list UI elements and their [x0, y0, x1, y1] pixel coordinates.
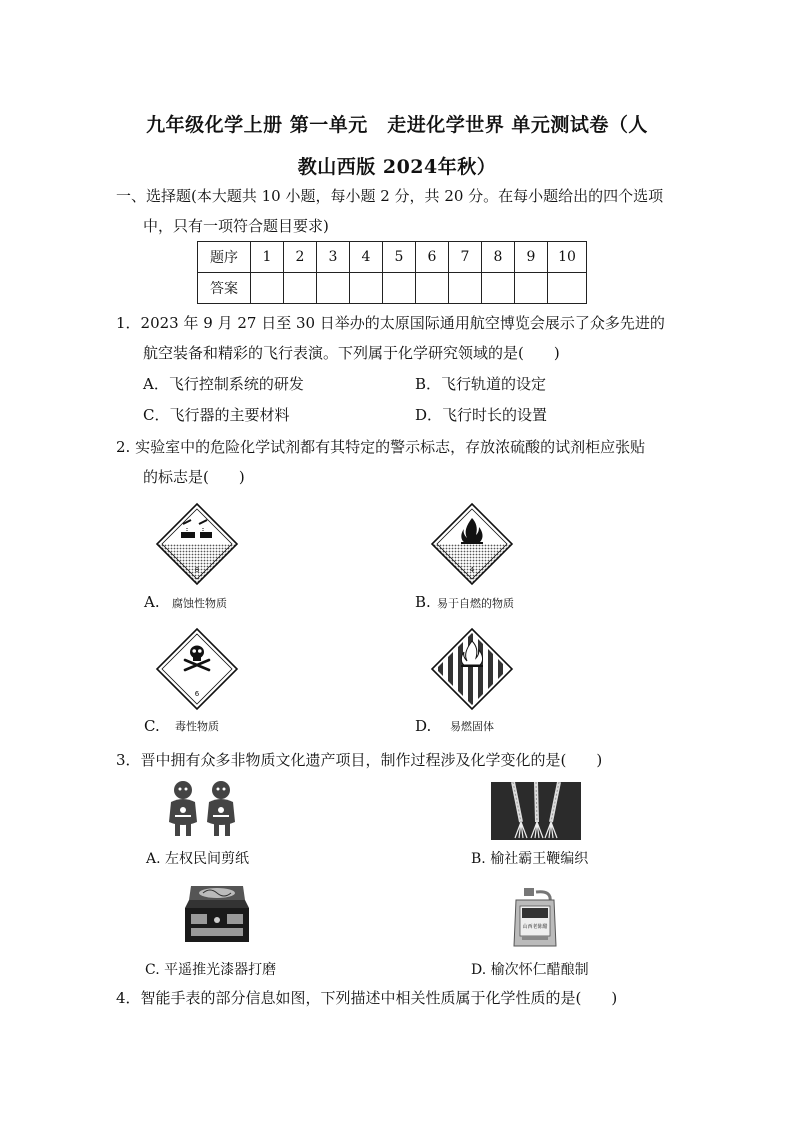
- question-3-option-d[interactable]: D. 榆次怀仁醋酿制: [471, 962, 589, 978]
- question-3-option-b[interactable]: B. 榆社霸王鞭编织: [471, 851, 589, 867]
- question-2-option-d-letter[interactable]: D.: [415, 717, 432, 735]
- vinegar-label: 山西老陈醋: [522, 924, 548, 930]
- question-1-option-c[interactable]: C．飞行器的主要材料: [143, 406, 290, 424]
- question-4-stem: 4．智能手表的部分信息如图，下列描述中相关性质属于化学性质的是( ): [116, 989, 618, 1007]
- answer-cell[interactable]: [350, 273, 383, 304]
- sign-a-class-number: 8: [194, 566, 200, 574]
- question-1-option-a[interactable]: A．飞行控制系统的研发: [143, 375, 304, 393]
- answer-table-number: 1: [251, 242, 284, 273]
- question-2-option-c-letter[interactable]: C.: [144, 717, 160, 735]
- question-1-option-d[interactable]: D．飞行时长的设置: [415, 406, 548, 424]
- sign-c-class-number: 6: [194, 690, 200, 698]
- answer-table-number: 8: [482, 242, 515, 273]
- section-heading-line-1: 一、选择题(本大题共 10 小题，每小题 2 分，共 20 分。在每小题给出的四个选项: [116, 187, 664, 205]
- page-title: [100, 104, 694, 188]
- question-2-stem-line-2: 的标志是( ): [143, 468, 245, 486]
- paper-cutting-image: [163, 778, 243, 840]
- toxic-sign-icon: [155, 627, 239, 711]
- section-heading-line-2: 中，只有一项符合题目要求): [143, 217, 329, 235]
- answer-table-number: 4: [350, 242, 383, 273]
- vinegar-jug-image: [510, 886, 560, 950]
- answer-cell[interactable]: [251, 273, 284, 304]
- answer-table-answer-row: [198, 273, 587, 304]
- answer-cell[interactable]: [515, 273, 548, 304]
- question-3-option-a[interactable]: A. 左权民间剪纸: [146, 851, 250, 867]
- question-2-option-b-caption: 易于自燃的物质: [437, 597, 514, 610]
- question-2-option-d-caption: 易燃固体: [450, 720, 494, 733]
- corrosive-sign-icon: [155, 502, 239, 586]
- answer-table-number: 6: [416, 242, 449, 273]
- question-3-option-c[interactable]: C. 平遥推光漆器打磨: [145, 962, 277, 978]
- question-3-stem: 3．晋中拥有众多非物质文化遗产项目，制作过程涉及化学变化的是( ): [116, 751, 603, 769]
- answer-table-number: 7: [449, 242, 482, 273]
- whip-weaving-image: [491, 782, 581, 840]
- sign-b-class-number: 4: [469, 566, 475, 574]
- answer-table-number: 5: [383, 242, 416, 273]
- answer-table-row-label: 答案: [198, 273, 251, 304]
- question-2-stem-line-1: 2. 实验室中的危险化学试剂都有其特定的警示标志，存放浓硫酸的试剂柜应张贴: [116, 438, 646, 456]
- question-2-option-a-letter[interactable]: A.: [144, 593, 160, 611]
- answer-table-number: 9: [515, 242, 548, 273]
- answer-table-number: 10: [548, 242, 587, 273]
- answer-table-row-label: 题序: [198, 242, 251, 273]
- title-line-1: 九年级化学上册 第一单元 走进化学世界 单元测试卷（人: [146, 114, 648, 136]
- flammable-solid-sign-icon: [430, 627, 514, 711]
- title-line-2: 教山西版 2024年秋）: [297, 156, 497, 178]
- answer-table-number: 3: [317, 242, 350, 273]
- answer-table-number: 2: [284, 242, 317, 273]
- answer-table: [197, 241, 587, 304]
- answer-cell[interactable]: [548, 273, 587, 304]
- lacquer-box-image: [183, 884, 251, 946]
- question-2-option-b-letter[interactable]: B.: [415, 593, 431, 611]
- question-1-option-b[interactable]: B．飞行轨道的设定: [415, 375, 547, 393]
- answer-cell[interactable]: [449, 273, 482, 304]
- answer-cell[interactable]: [383, 273, 416, 304]
- answer-table-header-row: [198, 242, 587, 273]
- answer-cell[interactable]: [482, 273, 515, 304]
- question-2-option-c-caption: 毒性物质: [175, 720, 219, 733]
- question-1-stem-line-1: 1．2023 年 9 月 27 日至 30 日举办的太原国际通用航空博览会展示了众多先进的: [116, 314, 665, 332]
- answer-cell[interactable]: [284, 273, 317, 304]
- question-2-option-a-caption: 腐蚀性物质: [172, 597, 227, 610]
- question-1-stem-line-2: 航空装备和精彩的飞行表演。下列属于化学研究领域的是( ): [143, 344, 560, 362]
- answer-cell[interactable]: [317, 273, 350, 304]
- flammable-sign-icon: [430, 502, 514, 586]
- answer-cell[interactable]: [416, 273, 449, 304]
